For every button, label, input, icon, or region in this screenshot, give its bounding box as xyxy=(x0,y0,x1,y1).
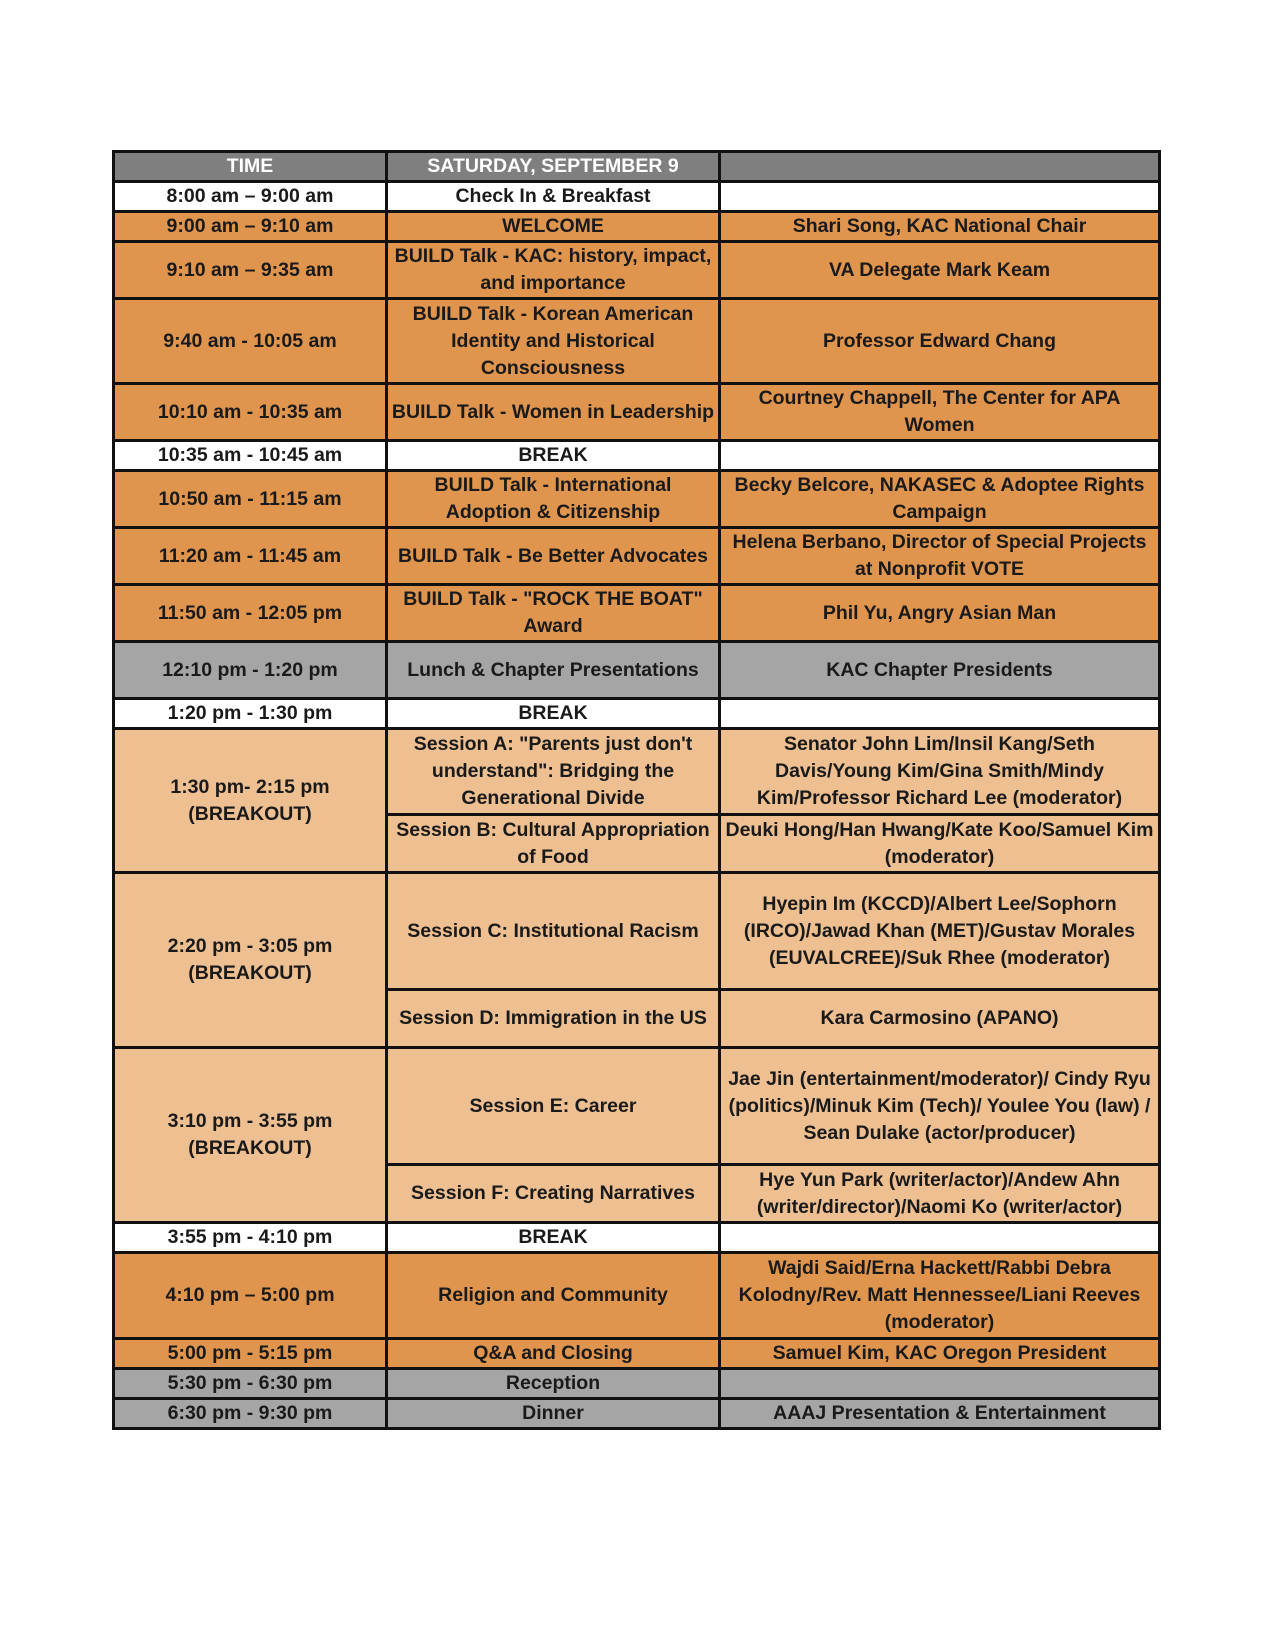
table-row xyxy=(114,528,1160,585)
table-row xyxy=(114,1339,1160,1369)
speakers-cell: KAC Chapter Presidents xyxy=(720,642,1160,699)
event-cell: Session F: Creating Narratives xyxy=(387,1165,720,1223)
speakers-cell: Deuki Hong/Han Hwang/Kate Koo/Samuel Kim (moderator) xyxy=(720,815,1160,873)
time-cell: 1:30 pm- 2:15 pm (BREAKOUT) xyxy=(114,729,387,873)
time-cell: 8:00 am – 9:00 am xyxy=(114,182,387,212)
speakers-column-header xyxy=(720,152,1160,182)
time-cell: 1:20 pm - 1:30 pm xyxy=(114,699,387,729)
event-cell: Q&A and Closing xyxy=(387,1339,720,1369)
time-cell: 10:50 am - 11:15 am xyxy=(114,471,387,528)
time-cell: 12:10 pm - 1:20 pm xyxy=(114,642,387,699)
speakers-cell xyxy=(720,441,1160,471)
time-column-header: TIME xyxy=(114,152,387,182)
date-column-header: SATURDAY, SEPTEMBER 9 xyxy=(387,152,720,182)
table-row xyxy=(114,384,1160,441)
table-row xyxy=(114,1223,1160,1253)
speakers-cell: Senator John Lim/Insil Kang/Seth Davis/Young Kim/Gina Smith/Mindy Kim/Professor Richard Lee (moderator) xyxy=(720,729,1160,815)
speakers-cell: Courtney Chappell, The Center for APA Women xyxy=(720,384,1160,441)
speakers-cell: Jae Jin (entertainment/moderator)/ Cindy Ryu (politics)/Minuk Kim (Tech)/ Youlee You (law) / Sean Dulake (actor/producer) xyxy=(720,1048,1160,1165)
speakers-cell: Hyepin Im (KCCD)/Albert Lee/Sophorn (IRCO)/Jawad Khan (MET)/Gustav Morales (EUVALCREE)/Suk Rhee (moderator) xyxy=(720,873,1160,990)
event-cell: BREAK xyxy=(387,699,720,729)
speakers-cell: Kara Carmosino (APANO) xyxy=(720,990,1160,1048)
event-cell: WELCOME xyxy=(387,212,720,242)
table-row xyxy=(114,699,1160,729)
event-cell: BUILD Talk - Be Better Advocates xyxy=(387,528,720,585)
event-cell: Session B: Cultural Appropriation of Food xyxy=(387,815,720,873)
time-cell: 2:20 pm - 3:05 pm (BREAKOUT) xyxy=(114,873,387,1048)
speakers-cell: Hye Yun Park (writer/actor)/Andew Ahn (writer/director)/Naomi Ko (writer/actor) xyxy=(720,1165,1160,1223)
speakers-cell: Helena Berbano, Director of Special Projects at Nonprofit VOTE xyxy=(720,528,1160,585)
table-row xyxy=(114,642,1160,699)
speakers-cell: Samuel Kim, KAC Oregon President xyxy=(720,1339,1160,1369)
time-cell: 10:35 am - 10:45 am xyxy=(114,441,387,471)
time-cell: 5:00 pm - 5:15 pm xyxy=(114,1339,387,1369)
event-cell: Session C: Institutional Racism xyxy=(387,873,720,990)
event-cell: BUILD Talk - International Adoption & Citizenship xyxy=(387,471,720,528)
time-cell: 11:20 am - 11:45 am xyxy=(114,528,387,585)
table-row xyxy=(114,471,1160,528)
speakers-cell: Becky Belcore, NAKASEC & Adoptee Rights Campaign xyxy=(720,471,1160,528)
table-row xyxy=(114,1048,1160,1165)
table-row xyxy=(114,1399,1160,1429)
table-row xyxy=(114,441,1160,471)
event-cell: BREAK xyxy=(387,1223,720,1253)
time-cell: 5:30 pm - 6:30 pm xyxy=(114,1369,387,1399)
speakers-cell: AAAJ Presentation & Entertainment xyxy=(720,1399,1160,1429)
event-cell: Reception xyxy=(387,1369,720,1399)
table-row xyxy=(114,182,1160,212)
time-cell: 9:00 am – 9:10 am xyxy=(114,212,387,242)
event-cell: Religion and Community xyxy=(387,1253,720,1339)
event-cell: Session E: Career xyxy=(387,1048,720,1165)
event-cell: Session D: Immigration in the US xyxy=(387,990,720,1048)
speakers-cell xyxy=(720,182,1160,212)
header-row xyxy=(114,152,1160,182)
table-row xyxy=(114,585,1160,642)
speakers-cell: Shari Song, KAC National Chair xyxy=(720,212,1160,242)
event-cell: Session A: "Parents just don't understand": Bridging the Generational Divide xyxy=(387,729,720,815)
table-row xyxy=(114,729,1160,815)
time-cell: 3:55 pm - 4:10 pm xyxy=(114,1223,387,1253)
event-cell: Check In & Breakfast xyxy=(387,182,720,212)
speakers-cell xyxy=(720,1369,1160,1399)
speakers-cell xyxy=(720,1223,1160,1253)
speakers-cell: Wajdi Said/Erna Hackett/Rabbi Debra Kolodny/Rev. Matt Hennessee/Liani Reeves (moderator) xyxy=(720,1253,1160,1339)
table-row xyxy=(114,242,1160,299)
event-cell: BUILD Talk - Korean American Identity and Historical Consciousness xyxy=(387,299,720,384)
event-cell: BREAK xyxy=(387,441,720,471)
time-cell: 3:10 pm - 3:55 pm (BREAKOUT) xyxy=(114,1048,387,1223)
time-cell: 9:10 am – 9:35 am xyxy=(114,242,387,299)
time-cell: 6:30 pm - 9:30 pm xyxy=(114,1399,387,1429)
table-row xyxy=(114,299,1160,384)
event-cell: BUILD Talk - "ROCK THE BOAT" Award xyxy=(387,585,720,642)
time-cell: 11:50 am - 12:05 pm xyxy=(114,585,387,642)
event-cell: BUILD Talk - KAC: history, impact, and importance xyxy=(387,242,720,299)
speakers-cell xyxy=(720,699,1160,729)
table-row xyxy=(114,1253,1160,1339)
time-cell: 4:10 pm – 5:00 pm xyxy=(114,1253,387,1339)
schedule-table xyxy=(112,150,1161,1430)
speakers-cell: Phil Yu, Angry Asian Man xyxy=(720,585,1160,642)
table-row xyxy=(114,1369,1160,1399)
table-row xyxy=(114,873,1160,990)
event-cell: Dinner xyxy=(387,1399,720,1429)
time-cell: 10:10 am - 10:35 am xyxy=(114,384,387,441)
event-cell: BUILD Talk - Women in Leadership xyxy=(387,384,720,441)
speakers-cell: VA Delegate Mark Keam xyxy=(720,242,1160,299)
table-row xyxy=(114,212,1160,242)
time-cell: 9:40 am - 10:05 am xyxy=(114,299,387,384)
speakers-cell: Professor Edward Chang xyxy=(720,299,1160,384)
event-cell: Lunch & Chapter Presentations xyxy=(387,642,720,699)
